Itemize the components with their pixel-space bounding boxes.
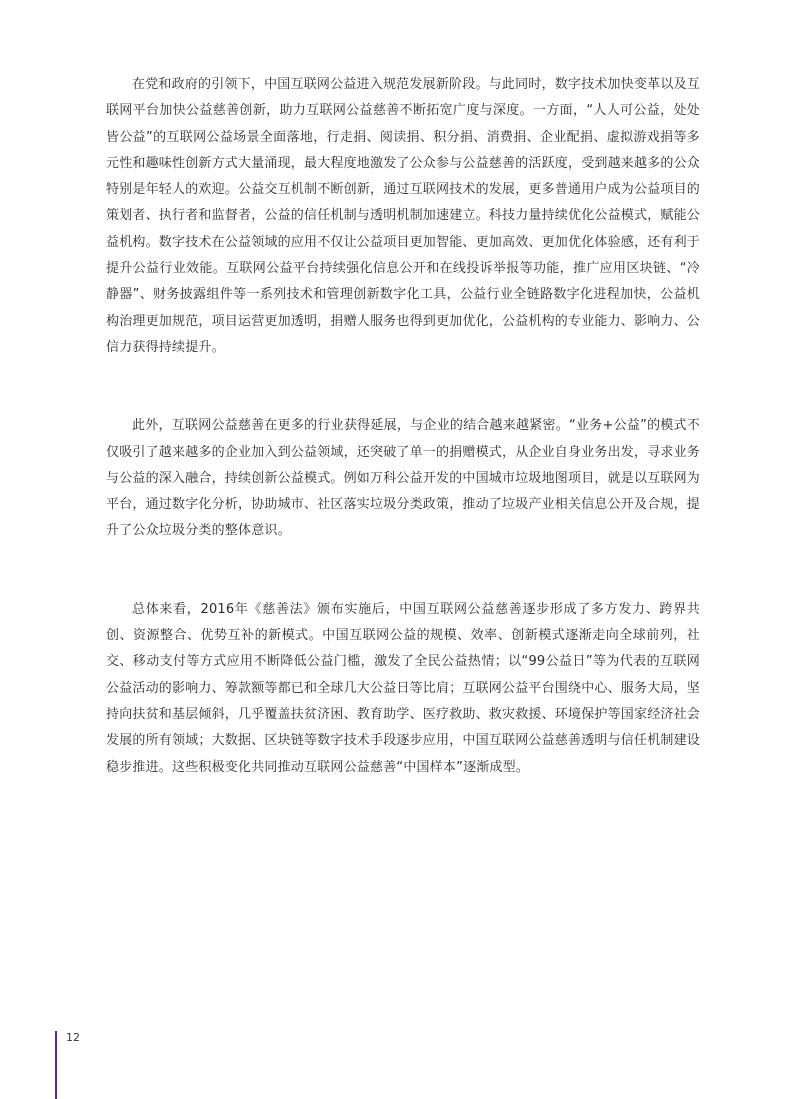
page-number: 12 <box>66 1031 80 1044</box>
footer-accent-line <box>55 1031 57 1099</box>
paragraph-3: 总体来看，2016年《慈善法》颁布实施后，中国互联网公益慈善逐步形成了多方发力、跨界共创、资源整合、优势互补的新模式。中国互联网公益的规模、效率、创新模式逐渐走向全球前列，社交、移动支付等方式应用不断降低公益门槛，激发了全民公益热情；以“99公益日”等为代表的互联网公益活动的影响力、筹款额等都已和全球几大公益日等比肩；互联网公益平台围绕中心、服务大局，坚持向扶贫和基层倾斜，几乎覆盖扶贫济困、教育助学、医疗救助、救灾救援、环境保护等国家经济社会发展的所有领域；大数据、区块链等数字技术手段逐步应用，中国互联网公益慈善透明与信任机制建设稳步推进。这些积极变化共同推动互联网公益慈善“中国样本”逐渐成型。 <box>106 601 701 775</box>
body-text <box>106 72 700 781</box>
paragraph-2: 此外，互联网公益慈善在更多的行业获得延展，与企业的结合越来越紧密。“业务+公益”的模式不仅吸引了越来越多的企业加入到公益领域，还突破了单一的捐赠模式，从企业自身业务出发，寻求业务与公益的深入融合，持续创新公益模式。例如万科公益开发的中国城市垃圾地图项目，就是以互联网为平台，通过数字化分析，协助城市、社区落实垃圾分类政策，推动了垃圾产业相关信息公开及合规，提升了公众垃圾分类的整体意识。 <box>106 418 701 539</box>
paragraph-1: 在党和政府的引领下，中国互联网公益进入规范发展新阶段。与此同时，数字技术加快变革以及互联网平台加快公益慈善创新，助力互联网公益慈善不断拓宽广度与深度。一方面，“人人可公益，处处皆公益”的互联网公益场景全面落地，行走捐、阅读捐、积分捐、消费捐、企业配捐、虚拟游戏捐等多元性和趣味性创新方式大量涌现，最大程度地激发了公众参与公益慈善的活跃度，受到越来越多的公众特别是年轻人的欢迎。公益交互机制不断创新，通过互联网技术的发展，更多普通用户成为公益项目的策划者、执行者和监督者，公益的信任机制与透明机制加速建立。科技力量持续优化公益模式，赋能公益机构。数字技术在公益领域的应用不仅让公益项目更加智能、更加高效、更加优化体验感，还有利于提升公益行业效能。互联网公益平台持续强化信息公开和在线投诉举报等功能，推广应用区块链、“冷静器”、财务披露组件等一系列技术和管理创新数字化工具，公益行业全链路数字化进程加快，公益机构治理更加规范，项目运营更加透明，捐赠人服务也得到更加优化，公益机构的专业能力、影响力、公信力获得持续提升。 <box>106 77 701 355</box>
